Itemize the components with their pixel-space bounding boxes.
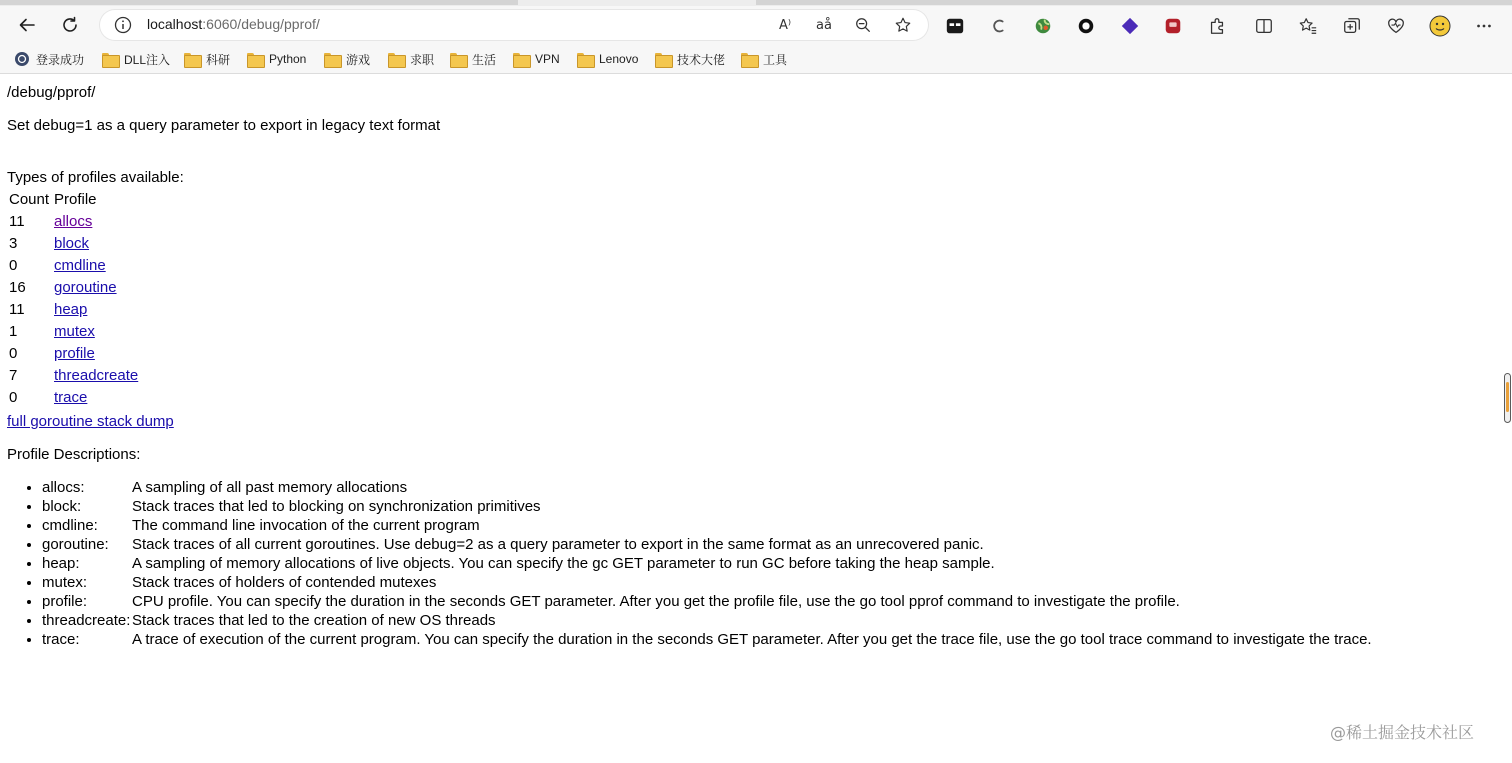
- profile-link-block[interactable]: block: [54, 234, 90, 252]
- folder-icon: [324, 53, 340, 66]
- bookmark-folder-python[interactable]: [247, 50, 306, 68]
- extension-globe-icon[interactable]: [1032, 15, 1054, 37]
- split-screen-icon[interactable]: [1253, 15, 1275, 37]
- translate-icon[interactable]: aå: [816, 17, 832, 33]
- description-text: Stack traces of holders of contended mutexes: [132, 574, 437, 591]
- info-icon[interactable]: [113, 15, 133, 35]
- url-path: :6060/debug/pprof/: [202, 16, 320, 32]
- tab-left[interactable]: [0, 0, 518, 5]
- description-key: heap:: [42, 555, 80, 572]
- profiles-table: [7, 188, 140, 408]
- folder-icon: [450, 53, 466, 66]
- description-text: Stack traces that led to the creation of new OS threads: [132, 612, 496, 629]
- collections-icon[interactable]: [1341, 15, 1363, 37]
- bookmark-folder-games[interactable]: [324, 50, 370, 68]
- favorites-icon[interactable]: [1297, 15, 1319, 37]
- site-favicon-icon: [14, 51, 30, 67]
- url-host: localhost: [147, 16, 203, 32]
- bookmark-label: 登录成功: [36, 52, 85, 67]
- tab-right[interactable]: [756, 0, 1512, 5]
- bookmark-folder-life[interactable]: [450, 50, 496, 68]
- page-title: /debug/pprof/: [7, 84, 96, 101]
- description-text: A trace of execution of the current program. You can specify the duration in the seconds GET parameter. After you get the trace file, use the go tool trace command to investigate the trace.: [132, 631, 1372, 648]
- refresh-icon: [60, 15, 80, 35]
- profile-avatar-icon[interactable]: [1429, 15, 1451, 37]
- profile-link-mutex[interactable]: mutex: [54, 322, 95, 340]
- profile-count: 0: [9, 256, 18, 274]
- folder-icon: [388, 53, 404, 66]
- column-header-profile: Profile: [54, 190, 97, 208]
- table-row: [7, 276, 140, 298]
- performance-heart-icon[interactable]: [1385, 15, 1407, 37]
- table-row: [7, 320, 140, 342]
- bookmark-label: Lenovo: [599, 52, 639, 66]
- legacy-format-note: Set debug=1 as a query parameter to export in legacy text format: [7, 117, 441, 134]
- table-row: [7, 232, 140, 254]
- description-key: goroutine:: [42, 536, 109, 553]
- extension-diamond-icon[interactable]: [1119, 15, 1141, 37]
- bookmark-folder-dll[interactable]: [102, 50, 170, 68]
- browser-toolbar: [0, 6, 1512, 44]
- bookmark-folder-research[interactable]: [184, 50, 230, 68]
- bookmark-folder-tech[interactable]: [655, 50, 725, 68]
- table-row: [7, 364, 140, 386]
- profiles-heading: Types of profiles available:: [7, 169, 184, 186]
- bookmark-folder-tools[interactable]: [741, 50, 787, 68]
- table-row: [7, 342, 140, 364]
- url-text[interactable]: [147, 16, 320, 32]
- extensions-puzzle-icon[interactable]: [1206, 15, 1228, 37]
- profile-count: 3: [9, 234, 18, 252]
- profile-count: 11: [9, 212, 25, 230]
- bookmark-folder-lenovo[interactable]: [577, 50, 638, 68]
- extension-tab-icon[interactable]: [944, 15, 966, 37]
- list-item: [42, 535, 1372, 554]
- description-text: The command line invocation of the current program: [132, 517, 480, 534]
- description-text: A sampling of memory allocations of live objects. You can specify the gc GET parameter to run GC before taking the heap sample.: [132, 555, 995, 572]
- column-header-count: Count: [9, 190, 50, 208]
- table-row: [7, 210, 140, 232]
- bookmark-folder-jobs[interactable]: [388, 50, 434, 68]
- profile-link-allocs[interactable]: allocs: [54, 212, 93, 230]
- profile-count: 11: [9, 300, 25, 318]
- reload-button[interactable]: [55, 10, 85, 40]
- favorite-star-icon[interactable]: [893, 15, 913, 35]
- description-text: A sampling of all past memory allocations: [132, 479, 408, 496]
- folder-icon: [513, 53, 529, 66]
- folder-icon: [102, 53, 118, 66]
- list-item: [42, 592, 1372, 611]
- descriptions-heading: Profile Descriptions:: [7, 446, 141, 463]
- bookmark-label: 生活: [472, 52, 497, 67]
- read-aloud-icon[interactable]: A⁾: [778, 17, 792, 33]
- extension-c-icon[interactable]: [988, 15, 1010, 37]
- description-text: Stack traces of all current goroutines. Use debug=2 as a query parameter to export in the same format as an unrecovered panic.: [132, 536, 984, 553]
- bookmarks-bar: [0, 44, 1512, 74]
- profile-link-profile[interactable]: profile: [54, 344, 95, 362]
- scrollbar-thumb[interactable]: [1504, 373, 1511, 423]
- watermark: @稀土掘金技术社区: [1330, 723, 1475, 742]
- bookmark-label: DLL注入: [124, 52, 171, 67]
- description-key: block:: [42, 498, 82, 515]
- profile-link-threadcreate[interactable]: threadcreate: [54, 366, 139, 384]
- profile-descriptions-list: [42, 478, 1372, 649]
- profile-count: 7: [9, 366, 18, 384]
- profile-count: 0: [9, 388, 18, 406]
- list-item: [42, 554, 1372, 573]
- folder-icon: [247, 53, 263, 66]
- folder-icon: [184, 53, 200, 66]
- bookmark-label: VPN: [535, 52, 560, 66]
- bookmark-label: 游戏: [346, 52, 371, 67]
- list-item: [42, 630, 1372, 649]
- list-item: [42, 478, 1372, 497]
- arrow-left-icon: [17, 15, 37, 35]
- profile-count: 1: [9, 322, 18, 340]
- extension-red-icon[interactable]: [1162, 15, 1184, 37]
- bookmark-label: 工具: [763, 52, 788, 67]
- full-goroutine-dump-link[interactable]: full goroutine stack dump: [7, 413, 174, 430]
- bookmark-label: 求职: [410, 52, 435, 67]
- vertical-scrollbar[interactable]: [1503, 76, 1512, 763]
- bookmark-folder-vpn[interactable]: [513, 50, 560, 68]
- bookmark-login[interactable]: [14, 50, 84, 68]
- profile-link-trace[interactable]: trace: [54, 388, 88, 406]
- description-key: profile:: [42, 593, 88, 610]
- description-key: cmdline:: [42, 517, 98, 534]
- extension-ring-icon[interactable]: [1075, 15, 1097, 37]
- zoom-out-icon[interactable]: [853, 15, 873, 35]
- description-key: mutex:: [42, 574, 88, 591]
- more-menu-icon[interactable]: [1473, 15, 1495, 37]
- bookmark-label: 科研: [206, 52, 231, 67]
- description-text: CPU profile. You can specify the duration in the seconds GET parameter. After you get the profile file, use the go tool pprof command to investigate the profile.: [132, 593, 1180, 610]
- folder-icon: [577, 53, 593, 66]
- list-item: [42, 573, 1372, 592]
- description-key: allocs:: [42, 479, 85, 496]
- profile-count: 16: [9, 278, 26, 296]
- table-row: [7, 386, 140, 408]
- table-row: [7, 298, 140, 320]
- list-item: [42, 497, 1372, 516]
- profile-count: 0: [9, 344, 18, 362]
- profile-link-goroutine[interactable]: goroutine: [54, 278, 117, 296]
- description-key: trace:: [42, 631, 80, 648]
- bookmark-label: 技术大佬: [677, 52, 726, 67]
- bookmark-label: Python: [269, 52, 307, 66]
- address-bar[interactable]: [100, 10, 928, 40]
- folder-icon: [741, 53, 757, 66]
- folder-icon: [655, 53, 671, 66]
- back-button[interactable]: [12, 10, 42, 40]
- description-key: threadcreate:: [42, 612, 131, 629]
- description-text: Stack traces that led to blocking on synchronization primitives: [132, 498, 541, 515]
- list-item: [42, 611, 1372, 630]
- table-row: [7, 254, 140, 276]
- profile-link-cmdline[interactable]: cmdline: [54, 256, 106, 274]
- profile-link-heap[interactable]: heap: [54, 300, 88, 318]
- list-item: [42, 516, 1372, 535]
